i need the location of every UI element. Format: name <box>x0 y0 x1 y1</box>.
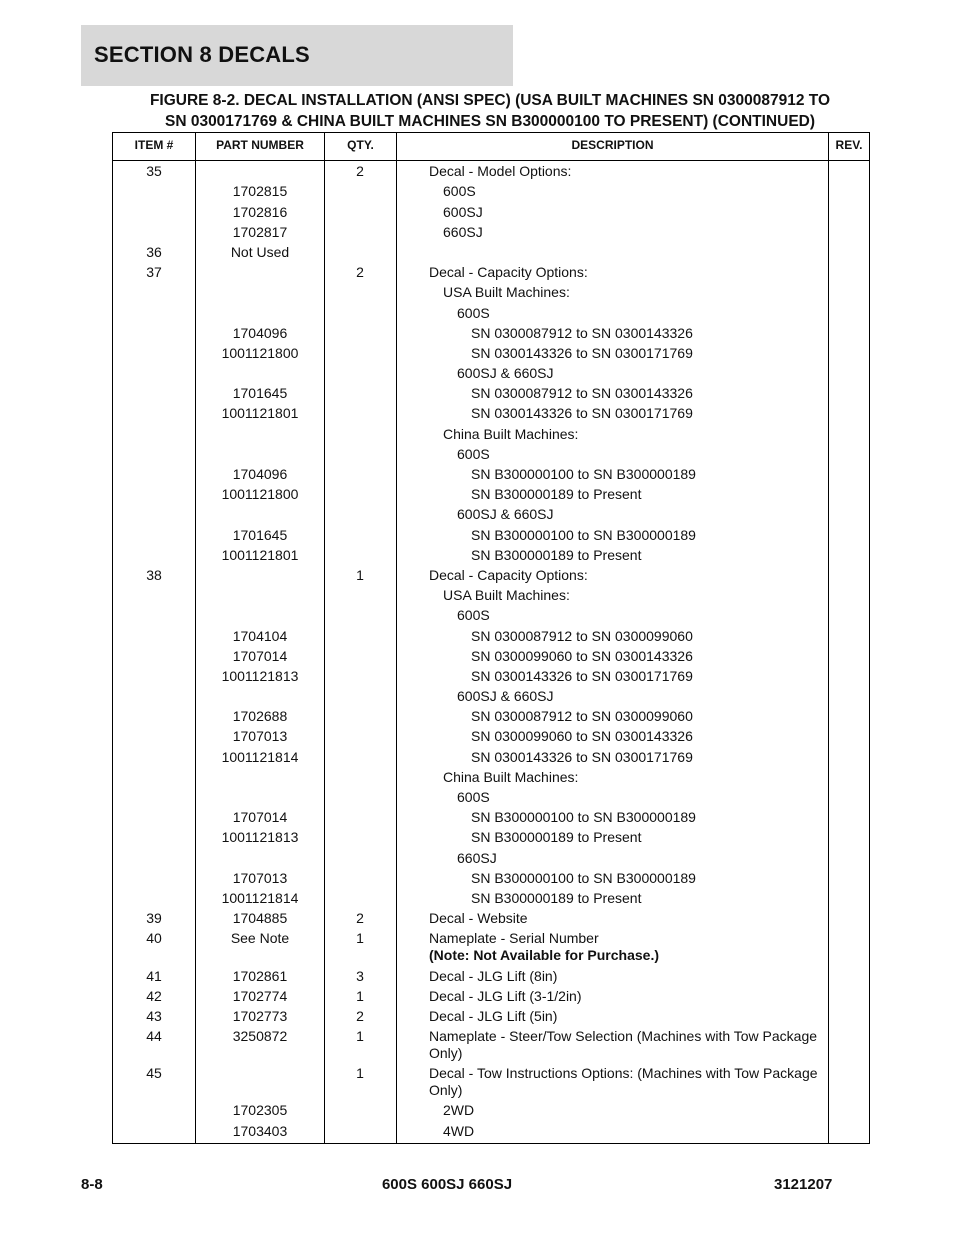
description-cell <box>429 988 824 1005</box>
description-cell <box>429 890 824 907</box>
table-row <box>113 564 869 584</box>
part-number-cell: 1702773 <box>232 1007 288 1024</box>
table-row <box>113 443 869 463</box>
description-cell <box>429 1065 824 1099</box>
description-cell <box>429 567 824 584</box>
description-text: SN B300000100 to SN B300000189 <box>471 869 696 886</box>
description-cell <box>429 163 824 180</box>
description-text: China Built Machines: <box>443 425 579 442</box>
item-number-cell: 44 <box>146 1028 162 1045</box>
description-cell <box>429 850 824 867</box>
header-rev: REV. <box>835 138 863 152</box>
part-number-cell: 1702774 <box>232 987 288 1004</box>
table-row <box>113 160 869 180</box>
description-cell <box>429 870 824 887</box>
part-number-cell: 1001121801 <box>221 405 299 422</box>
part-number-cell: 1001121801 <box>221 546 299 563</box>
description-text: SN 0300087912 to SN 0300099060 <box>471 708 693 725</box>
description-text: SN B300000100 to SN B300000189 <box>471 526 696 543</box>
table-row <box>113 241 869 261</box>
table-row <box>113 402 869 422</box>
description-text: 4WD <box>443 1122 475 1139</box>
qty-cell: 3 <box>356 967 364 984</box>
qty-cell: 1 <box>356 1065 364 1082</box>
description-text: 600S <box>457 607 490 624</box>
header-part-number: PART NUMBER <box>216 138 304 152</box>
table-row <box>113 907 869 927</box>
description-text: SN 0300099060 to SN 0300143326 <box>471 728 693 745</box>
qty-cell: 1 <box>356 987 364 1004</box>
table-row <box>113 725 869 745</box>
description-cell <box>429 809 824 826</box>
part-number-cell: 1701645 <box>232 385 288 402</box>
description-cell <box>429 968 824 985</box>
description-text: SN 0300143326 to SN 0300171769 <box>471 748 693 765</box>
table-row <box>113 786 869 806</box>
description-cell <box>429 385 824 402</box>
description-cell <box>429 426 824 443</box>
part-number-cell: 1704096 <box>232 466 288 482</box>
description-text: SN 0300099060 to SN 0300143326 <box>471 647 693 664</box>
description-text: SN B300000189 to Present <box>471 889 642 906</box>
part-number-cell: 1702815 <box>232 183 288 200</box>
table-row <box>113 826 869 846</box>
table-row <box>113 1099 869 1119</box>
header-qty: QTY. <box>347 138 374 152</box>
figure-title <box>100 90 880 132</box>
description-text: SN 0300087912 to SN 0300099060 <box>471 627 693 644</box>
qty-cell: 1 <box>356 930 364 947</box>
table-row <box>113 964 869 984</box>
qty-cell: 1 <box>356 566 364 583</box>
table-row <box>113 362 869 382</box>
section-header <box>81 25 513 86</box>
part-number-cell: 1707014 <box>232 647 288 664</box>
description-cell <box>429 668 824 685</box>
item-number-cell: 40 <box>146 930 162 947</box>
description-cell <box>429 183 824 200</box>
description-cell <box>429 305 824 322</box>
page-number: 8-8 <box>81 1176 103 1193</box>
description-text: 600S <box>457 789 490 805</box>
table-header <box>113 133 869 161</box>
table-row <box>113 705 869 725</box>
model-names: 600S 600SJ 660SJ <box>381 1176 513 1193</box>
description-text: 2WD <box>443 1102 475 1119</box>
description-cell <box>429 547 824 564</box>
description-text: 600S <box>457 304 490 321</box>
table-row <box>113 584 869 604</box>
part-number-cell: 1001121800 <box>221 344 299 361</box>
part-number-cell: 3250872 <box>232 1028 288 1045</box>
item-number-cell: 43 <box>146 1007 162 1024</box>
description-cell <box>429 648 824 665</box>
description-text: 660SJ <box>457 849 497 866</box>
document-number: 3121207 <box>774 1176 833 1193</box>
part-number-cell: 1001121814 <box>221 748 299 765</box>
description-text: Decal - JLG Lift (5in) <box>429 1007 558 1024</box>
description-text: Decal - Capacity Options: <box>429 566 588 583</box>
description-cell <box>429 628 824 645</box>
description-cell <box>429 587 824 604</box>
table-row <box>113 1119 869 1139</box>
part-number-cell: 1001121813 <box>221 829 299 846</box>
description-cell <box>429 486 824 503</box>
part-number-cell: Not Used <box>230 243 290 260</box>
part-number-cell: 1702816 <box>232 203 288 220</box>
item-number-cell: 42 <box>146 987 162 1004</box>
table-row <box>113 645 869 665</box>
table-body <box>113 160 869 1140</box>
part-number-cell: 1707013 <box>232 869 288 886</box>
description-cell <box>429 345 824 362</box>
description-text: SN B300000189 to Present <box>471 829 642 846</box>
description-text: SN 0300143326 to SN 0300171769 <box>471 405 693 422</box>
table-row <box>113 322 869 342</box>
item-number-cell: 41 <box>146 967 162 984</box>
description-cell <box>429 688 824 705</box>
table-row <box>113 523 869 543</box>
part-number-cell: 1704096 <box>232 324 288 341</box>
description-cell <box>429 1008 824 1025</box>
table-row <box>113 624 869 644</box>
figure-title-line-2: SN 0300171769 & CHINA BUILT MACHINES SN B300000100 TO PRESENT) (CONTINUED) <box>164 113 816 130</box>
table-row <box>113 604 869 624</box>
description-note: (Note: Not Available for Purchase.) <box>429 947 660 964</box>
description-cell <box>429 204 824 221</box>
description-cell <box>429 1028 824 1062</box>
description-cell <box>429 527 824 544</box>
parts-table <box>112 132 870 1144</box>
table-row <box>113 766 869 786</box>
description-cell <box>429 365 824 382</box>
section-title: SECTION 8 DECALS <box>94 42 310 67</box>
description-cell <box>429 1102 824 1119</box>
description-cell <box>429 829 824 846</box>
description-cell <box>429 264 824 281</box>
part-number-cell: 1001121800 <box>221 486 299 503</box>
part-number-cell: 1701645 <box>232 526 288 543</box>
part-number-cell: 1702688 <box>232 708 288 725</box>
part-number-cell: 1704104 <box>232 627 288 644</box>
description-cell <box>429 910 824 927</box>
table-row <box>113 806 869 826</box>
table-row <box>113 221 869 241</box>
table-row <box>113 685 869 705</box>
table-row <box>113 544 869 564</box>
description-text: Nameplate - Serial Number <box>429 930 599 947</box>
item-number-cell: 45 <box>146 1065 162 1082</box>
table-row <box>113 422 869 442</box>
table-row <box>113 180 869 200</box>
description-text: SN 0300087912 to SN 0300143326 <box>471 385 693 402</box>
table-row <box>113 200 869 220</box>
table-row <box>113 1025 869 1062</box>
description-text: 600SJ & 660SJ <box>457 506 554 523</box>
qty-cell: 2 <box>356 163 364 180</box>
description-text: Decal - Capacity Options: <box>429 264 588 281</box>
table-row <box>113 985 869 1005</box>
description-text: 600SJ & 660SJ <box>457 688 554 705</box>
table-row <box>113 665 869 685</box>
part-number-cell: 1001121814 <box>221 889 299 906</box>
description-cell <box>429 506 824 523</box>
part-number-cell: 1704885 <box>232 910 288 927</box>
description-cell <box>429 708 824 725</box>
description-text: SN 0300143326 to SN 0300171769 <box>471 344 693 361</box>
qty-cell: 2 <box>356 264 364 281</box>
description-cell <box>429 1123 824 1140</box>
item-number-cell: 39 <box>146 910 162 927</box>
description-text: SN 0300143326 to SN 0300171769 <box>471 667 693 684</box>
description-text: 660SJ <box>443 223 483 240</box>
description-cell <box>429 728 824 745</box>
description-text: SN B300000100 to SN B300000189 <box>471 466 696 482</box>
qty-cell: 2 <box>356 1007 364 1024</box>
table-row <box>113 867 869 887</box>
table-row <box>113 463 869 483</box>
description-text: Decal - JLG Lift (3-1/2in) <box>429 987 582 1004</box>
qty-cell: 2 <box>356 910 364 927</box>
table-row <box>113 483 869 503</box>
description-text: SN B300000189 to Present <box>471 486 642 503</box>
description-cell <box>429 466 824 483</box>
description-text: Decal - Model Options: <box>429 163 572 180</box>
part-number-cell: 1001121813 <box>221 667 299 684</box>
description-text: USA Built Machines: <box>443 587 570 604</box>
header-description: DESCRIPTION <box>571 138 654 152</box>
description-text: 600S <box>457 445 490 462</box>
description-cell <box>429 749 824 766</box>
description-cell <box>429 284 824 301</box>
description-text: China Built Machines: <box>443 768 579 785</box>
table-row <box>113 887 869 907</box>
description-text: Decal - JLG Lift (8in) <box>429 967 558 984</box>
item-number-cell: 38 <box>146 566 162 583</box>
header-item: ITEM # <box>134 138 174 152</box>
description-text: SN 0300087912 to SN 0300143326 <box>471 324 693 341</box>
table-row <box>113 503 869 523</box>
description-text: USA Built Machines: <box>443 284 570 301</box>
description-text: SN B300000100 to SN B300000189 <box>471 809 696 826</box>
description-text: 600SJ & 660SJ <box>457 365 554 382</box>
item-number-cell: 36 <box>146 243 162 260</box>
description-text: SN B300000189 to Present <box>471 546 642 563</box>
description-cell <box>429 224 824 241</box>
table-row <box>113 1005 869 1025</box>
table-row <box>113 342 869 362</box>
part-number-cell: 1702305 <box>232 1102 288 1119</box>
part-number-cell: 1703403 <box>232 1122 288 1139</box>
table-row <box>113 382 869 402</box>
description-cell <box>429 446 824 463</box>
description-text: Decal - Website <box>429 910 528 927</box>
description-cell <box>429 930 824 964</box>
description-cell <box>429 789 824 806</box>
table-row <box>113 261 869 281</box>
description-text: Nameplate - Steer/Tow Selection (Machines with Tow Package Only) <box>429 1028 818 1062</box>
description-cell <box>429 769 824 786</box>
description-text: 600S <box>443 183 476 200</box>
table-row <box>113 281 869 301</box>
part-number-cell: See Note <box>230 930 290 947</box>
part-number-cell: 1707013 <box>232 728 288 745</box>
table-row <box>113 745 869 765</box>
item-number-cell: 35 <box>146 163 162 180</box>
description-cell <box>429 607 824 624</box>
table-row <box>113 846 869 866</box>
table-row <box>113 301 869 321</box>
part-number-cell: 1702817 <box>232 223 288 240</box>
part-number-cell: 1702861 <box>232 967 288 984</box>
qty-cell: 1 <box>356 1028 364 1045</box>
part-number-cell: 1707014 <box>232 809 288 826</box>
description-cell <box>429 325 824 342</box>
table-row <box>113 927 869 964</box>
table-row <box>113 1062 869 1099</box>
description-cell <box>429 405 824 422</box>
description-text: 600SJ <box>443 203 483 220</box>
figure-title-line-1: FIGURE 8-2. DECAL INSTALLATION (ANSI SPEC) (USA BUILT MACHINES SN 0300087912 TO <box>149 92 831 109</box>
description-text: Decal - Tow Instructions Options: (Machines with Tow Package Only) <box>429 1065 818 1099</box>
item-number-cell: 37 <box>146 264 162 281</box>
